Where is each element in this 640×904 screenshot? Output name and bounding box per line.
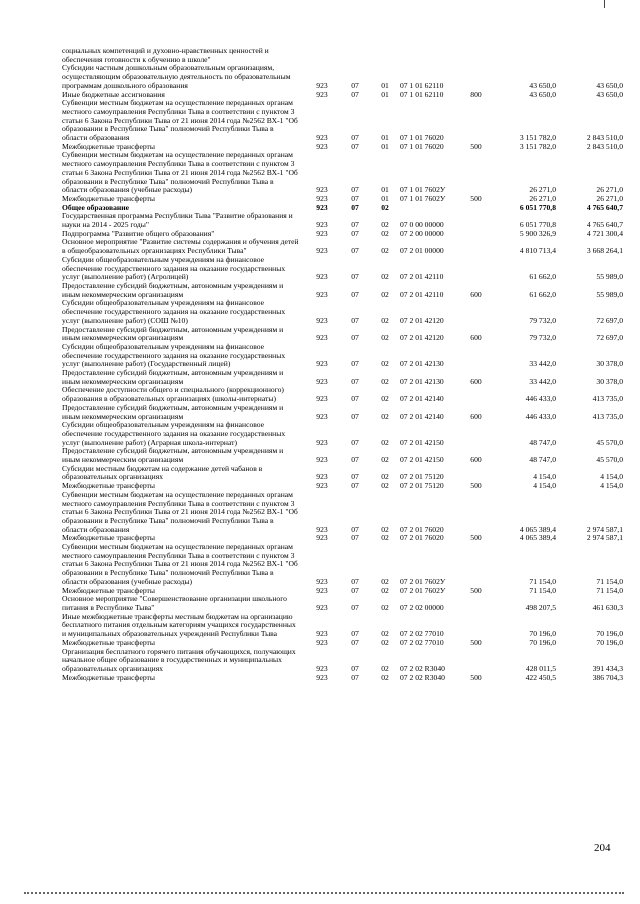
scan-mark bbox=[604, 0, 605, 8]
target-item-code: 07 2 02 77010 bbox=[400, 637, 444, 647]
expense-type-code bbox=[462, 343, 490, 369]
subsection-code: 02 bbox=[381, 629, 389, 639]
target-item-code: 07 2 01 42150 bbox=[400, 437, 444, 447]
table-row bbox=[62, 404, 623, 421]
target-item-code: 07 2 01 75120 bbox=[400, 481, 444, 491]
row-name: Субвенции местным бюджетам на осуществление переданных органам местного самоуправления Республики Тыва в соответствии с пунктом 3 статьи 6 Закона Республики Тыва от 21 июня 2014 года №2562 ВХ-1 "Об образовании в Республике Тыва" полномочий Республики Тыва в области образования (учебные расходы) bbox=[62, 150, 298, 195]
table-row bbox=[62, 543, 623, 587]
amount-year-1: 3 151 782,0 bbox=[519, 141, 556, 151]
ministry-code: 923 bbox=[316, 289, 328, 299]
amount-year-2: 461 630,3 bbox=[592, 603, 623, 612]
ministry-code: 923 bbox=[316, 437, 328, 447]
subsection-code: 01 bbox=[381, 141, 389, 151]
target-item-code: 07 2 02 R3040 bbox=[400, 663, 445, 673]
section-code: 07 bbox=[351, 672, 359, 682]
amount-year-1: 71 154,0 bbox=[529, 576, 556, 586]
table-row bbox=[62, 369, 623, 386]
expense-type-code: 500 bbox=[470, 533, 482, 543]
section-code: 07 bbox=[351, 202, 359, 212]
expense-type-code bbox=[462, 151, 490, 195]
amount-year-1: 26 271,0 bbox=[529, 193, 556, 203]
ministry-code: 923 bbox=[316, 394, 328, 404]
subsection-code bbox=[370, 47, 400, 64]
amount-year-2: 3 668 264,1 bbox=[586, 246, 623, 256]
target-item-code: 07 2 02 00000 bbox=[400, 603, 444, 612]
target-item-code: 07 2 01 75120 bbox=[400, 472, 444, 482]
section-code: 07 bbox=[351, 359, 359, 369]
expense-type-code bbox=[462, 595, 490, 612]
target-item-code: 07 2 02 77010 bbox=[400, 629, 444, 639]
section-code: 07 bbox=[351, 141, 359, 151]
amount-year-2: 72 697,0 bbox=[596, 333, 623, 343]
amount-year-2: 4 721 300,4 bbox=[586, 228, 623, 238]
amount-year-1: 498 207,5 bbox=[525, 603, 556, 612]
ministry-code: 923 bbox=[316, 133, 328, 143]
expense-type-code bbox=[462, 648, 490, 674]
row-name: Предоставление субсидий бюджетным, автономным учреждениям и иным некоммерческим организациям bbox=[62, 280, 284, 299]
row-name: Межбюджетные трансферты bbox=[62, 141, 155, 151]
ministry-code: 923 bbox=[316, 472, 328, 482]
table-row bbox=[62, 595, 623, 612]
subsection-code: 02 bbox=[381, 411, 389, 421]
target-item-code: 07 1 01 7602У bbox=[400, 193, 446, 203]
row-name: Межбюджетные трансферты bbox=[62, 672, 155, 682]
section-code: 07 bbox=[351, 376, 359, 386]
subsection-code: 02 bbox=[381, 472, 389, 482]
subsection-code: 02 bbox=[381, 533, 389, 543]
section-code: 07 bbox=[351, 246, 359, 256]
section-code: 07 bbox=[351, 228, 359, 238]
target-item-code: 07 2 01 42140 bbox=[400, 411, 444, 421]
ministry-code: 923 bbox=[316, 376, 328, 386]
table-row bbox=[62, 648, 623, 674]
subsection-code: 02 bbox=[381, 272, 389, 282]
row-name: Обеспечение доступности общего и специального (коррекционного) образования в образовательных организациях (школы-интернаты) bbox=[62, 385, 284, 404]
section-code: 07 bbox=[351, 629, 359, 639]
expense-type-code bbox=[462, 386, 490, 403]
section-code: 07 bbox=[351, 193, 359, 203]
amount-year-2: 391 434,3 bbox=[592, 663, 623, 673]
section-code: 07 bbox=[351, 437, 359, 447]
section-code: 07 bbox=[351, 455, 359, 465]
expense-type-code bbox=[462, 299, 490, 325]
row-name: Предоставление субсидий бюджетным, автономным учреждениям и иным некоммерческим организациям bbox=[62, 324, 284, 343]
ministry-code: 923 bbox=[316, 315, 328, 325]
row-name: Субвенции местным бюджетам на осуществление переданных органам местного самоуправления Республики Тыва в соответствии с пунктом 3 статьи 6 Закона Республики Тыва от 21 июня 2014 года №2562 ВХ-1 "Об образовании в Республике Тыва" полномочий Республики Тыва в области образования bbox=[62, 489, 298, 534]
row-name: Субсидии местным бюджетам на содержание детей чабанов в образовательных организациях bbox=[62, 463, 263, 482]
amount-year-1: 446 433,0 bbox=[525, 411, 556, 421]
subsection-code: 02 bbox=[381, 672, 389, 682]
section-code: 07 bbox=[351, 524, 359, 534]
amount-year-2: 45 570,0 bbox=[596, 455, 623, 465]
section-code: 07 bbox=[351, 603, 359, 612]
target-item-code: 07 2 01 42130 bbox=[400, 359, 444, 369]
row-name: Субсидии общеобразовательным учреждениям на финансовое обеспечение государственного задания на оказание государственных услуг (выполнение работ) (СОШ №10) bbox=[62, 298, 286, 325]
table-row bbox=[62, 447, 623, 464]
row-name: Основное мероприятие "Совершенствование организации школьного питания в Республике Тыва" bbox=[62, 594, 287, 612]
section-code: 07 bbox=[351, 315, 359, 325]
amount-year-1: 446 433,0 bbox=[525, 394, 556, 404]
target-item-code: 07 2 01 42120 bbox=[400, 333, 444, 343]
target-item-code: 07 2 01 42140 bbox=[400, 394, 444, 404]
section-code: 07 bbox=[351, 637, 359, 647]
target-item-code: 07 1 01 62110 bbox=[400, 80, 444, 90]
amount-year-2: 72 697,0 bbox=[596, 315, 623, 325]
table-row bbox=[62, 299, 623, 325]
expense-type-code: 500 bbox=[470, 193, 482, 203]
section-code bbox=[340, 47, 370, 64]
row-name: Субсидии общеобразовательным учреждениям на финансовое обеспечение государственного задания на оказание государственных услуг (выполнение работ) (Агролицей) bbox=[62, 254, 286, 282]
amount-year-1: 48 747,0 bbox=[529, 455, 556, 465]
target-item-code: 07 2 01 7602У bbox=[400, 585, 446, 595]
target-item-code: 07 1 01 7602У bbox=[400, 185, 446, 195]
amount-year-2: 30 378,0 bbox=[596, 359, 623, 369]
expense-type-code bbox=[462, 543, 490, 587]
subsection-code: 02 bbox=[381, 359, 389, 369]
ministry-code: 923 bbox=[316, 455, 328, 465]
amount-year-1: 61 662,0 bbox=[529, 289, 556, 299]
amount-year-1: 33 442,0 bbox=[529, 359, 556, 369]
ministry-code: 923 bbox=[316, 359, 328, 369]
ministry-code: 923 bbox=[316, 481, 328, 491]
amount-year-1 bbox=[490, 47, 556, 64]
expense-type-code bbox=[462, 230, 490, 239]
expense-type-code bbox=[462, 47, 490, 64]
subsection-code: 02 bbox=[381, 333, 389, 343]
row-name: Субсидии общеобразовательным учреждениям на финансовое обеспечение государственного задания на оказание государственных услуг (выполнение работ) (Аграрная школа-интернат) bbox=[62, 420, 286, 447]
table-row bbox=[62, 421, 623, 447]
row-name: Предоставление субсидий бюджетным, автономным учреждениям и иным некоммерческим организациям bbox=[62, 368, 284, 386]
amount-year-2: 30 378,0 bbox=[596, 376, 623, 386]
expense-type-code bbox=[462, 256, 490, 282]
amount-year-2: 4 154,0 bbox=[600, 472, 623, 482]
target-item-code: 07 2 01 42120 bbox=[400, 315, 444, 325]
expense-type-code bbox=[462, 64, 490, 90]
table-row bbox=[62, 151, 623, 195]
amount-year-1: 71 154,0 bbox=[529, 585, 556, 595]
target-item-code: 07 2 01 7602У bbox=[400, 576, 446, 586]
expense-type-code bbox=[462, 238, 490, 255]
ministry-code: 923 bbox=[316, 637, 328, 647]
row-name: Иные межбюджетные трансферты местным бюджетам на организацию бесплатного питания отдельным категориям учащихся государственных и муниципальных образовательных учреждений Республики Тыва bbox=[62, 611, 296, 639]
expense-type-code bbox=[462, 212, 490, 229]
subsection-code: 01 bbox=[381, 80, 389, 90]
section-code: 07 bbox=[351, 585, 359, 595]
section-code: 07 bbox=[351, 481, 359, 491]
section-code: 07 bbox=[351, 220, 359, 230]
expense-type-code: 500 bbox=[470, 481, 482, 491]
target-item-code: 07 2 01 42150 bbox=[400, 455, 444, 465]
target-item-code bbox=[400, 204, 462, 213]
expense-type-code bbox=[462, 99, 490, 143]
amount-year-1: 4 065 389,4 bbox=[519, 524, 556, 534]
amount-year-2: 71 154,0 bbox=[596, 585, 623, 595]
table-row bbox=[62, 282, 623, 299]
amount-year-1: 4 065 389,4 bbox=[519, 533, 556, 543]
expense-type-code: 500 bbox=[470, 585, 482, 595]
subsection-code: 02 bbox=[381, 576, 389, 586]
expense-type-code bbox=[462, 491, 490, 535]
table-row bbox=[62, 613, 623, 639]
target-item-code: 07 2 01 00000 bbox=[400, 246, 444, 256]
row-name: Субсидии общеобразовательным учреждениям на финансовое обеспечение государственного задания на оказание государственных услуг (выполнение работ) (Государственный лицей) bbox=[62, 341, 286, 369]
row-name: Предоставление субсидий бюджетным, автономным учреждениям и иным некоммерческим организациям bbox=[62, 446, 284, 465]
amount-year-1: 4 154,0 bbox=[533, 472, 556, 482]
amount-year-2 bbox=[556, 47, 623, 64]
amount-year-2: 71 154,0 bbox=[596, 576, 623, 586]
budget-table bbox=[62, 47, 623, 682]
amount-year-1: 79 732,0 bbox=[529, 315, 556, 325]
amount-year-2: 4 765 640,7 bbox=[586, 202, 623, 212]
amount-year-2: 43 650,0 bbox=[596, 80, 623, 90]
ministry-code: 923 bbox=[316, 585, 328, 595]
table-row bbox=[62, 212, 623, 229]
amount-year-1: 43 650,0 bbox=[529, 80, 556, 90]
row-name: Субсидии частным дошкольным образовательным организациям, осуществляющим образовательную деятельность по образовательным программам дошкольного образования bbox=[62, 63, 291, 90]
table-row bbox=[62, 64, 623, 90]
target-item-code: 07 1 01 76020 bbox=[400, 141, 444, 151]
section-code: 07 bbox=[351, 533, 359, 543]
table-row bbox=[62, 491, 623, 535]
target-item-code: 07 2 01 42110 bbox=[400, 289, 444, 299]
amount-year-1: 26 271,0 bbox=[529, 185, 556, 195]
section-code: 07 bbox=[351, 289, 359, 299]
amount-year-2: 26 271,0 bbox=[596, 193, 623, 203]
ministry-code: 923 bbox=[316, 228, 328, 238]
target-item-code: 07 1 01 76020 bbox=[400, 133, 444, 143]
ministry-code: 923 bbox=[316, 629, 328, 639]
expense-type-code bbox=[462, 613, 490, 639]
row-name: Государственная программа Республики Тыва "Развитие образования и науки на 2014 - 2025 годы" bbox=[62, 211, 293, 230]
expense-type-code bbox=[462, 465, 490, 482]
expense-type-code: 600 bbox=[470, 455, 482, 465]
ministry-code: 923 bbox=[316, 411, 328, 421]
table-row bbox=[62, 99, 623, 143]
subsection-code: 02 bbox=[381, 524, 389, 534]
amount-year-2: 2 843 510,0 bbox=[586, 141, 623, 151]
amount-year-1: 5 900 326,9 bbox=[519, 228, 556, 238]
expense-type-code: 600 bbox=[470, 376, 482, 386]
section-code: 07 bbox=[351, 576, 359, 586]
section-code: 07 bbox=[351, 411, 359, 421]
expense-type-code bbox=[462, 421, 490, 447]
table-row bbox=[62, 386, 623, 403]
target-item-code: 07 0 00 00000 bbox=[400, 220, 444, 230]
expense-type-code: 800 bbox=[470, 89, 482, 99]
amount-year-2: 55 989,0 bbox=[596, 289, 623, 299]
section-code: 07 bbox=[351, 80, 359, 90]
expense-type-code: 500 bbox=[470, 637, 482, 647]
amount-year-2: 2 974 587,1 bbox=[586, 524, 623, 534]
amount-year-2: 55 989,0 bbox=[596, 272, 623, 282]
section-code: 07 bbox=[351, 89, 359, 99]
ministry-code: 923 bbox=[316, 576, 328, 586]
subsection-code: 02 bbox=[381, 437, 389, 447]
ministry-code: 923 bbox=[316, 524, 328, 534]
amount-year-1: 43 650,0 bbox=[529, 89, 556, 99]
ministry-code: 923 bbox=[316, 89, 328, 99]
section-code: 07 bbox=[351, 663, 359, 673]
ministry-code: 923 bbox=[316, 193, 328, 203]
ministry-code: 923 bbox=[316, 80, 328, 90]
row-name: Субвенции местным бюджетам на осуществление переданных органам местного самоуправления Республики Тыва в соответствии с пунктом 3 статьи 6 Закона Республики Тыва от 21 июня 2014 года №2562 ВХ-1 "Об образовании в Республике Тыва" полномочий Республики Тыва в области образования (учебные расходы) bbox=[62, 542, 298, 586]
row-name: Субвенции местным бюджетам на осуществление переданных органам местного самоуправления Республики Тыва в соответствии с пунктом 3 статьи 6 Закона Республики Тыва от 21 июня 2014 года №2562 ВХ-1 "Об образовании в Республике Тыва" полномочий Республики Тыва в области образования bbox=[62, 98, 298, 143]
budget-table-body bbox=[62, 47, 623, 682]
amount-year-2: 43 650,0 bbox=[596, 89, 623, 99]
ministry-code: 923 bbox=[316, 246, 328, 256]
ministry-code: 923 bbox=[316, 603, 328, 612]
amount-year-2: 45 570,0 bbox=[596, 437, 623, 447]
section-code: 07 bbox=[351, 185, 359, 195]
target-item-code: 07 2 00 00000 bbox=[400, 228, 444, 238]
ministry-code: 923 bbox=[316, 141, 328, 151]
row-name: Межбюджетные трансферты bbox=[62, 193, 155, 203]
row-name: Основное мероприятие "Развитие системы содержания и обучения детей в общеобразовательных организациях Республики Тыва" bbox=[62, 237, 299, 256]
ministry-code: 923 bbox=[316, 663, 328, 673]
subsection-code: 02 bbox=[381, 603, 389, 612]
subsection-code: 02 bbox=[381, 376, 389, 386]
amount-year-2: 2 843 510,0 bbox=[586, 133, 623, 143]
amount-year-1: 48 747,0 bbox=[529, 437, 556, 447]
table-row bbox=[62, 238, 623, 255]
expense-type-code: 500 bbox=[470, 672, 482, 682]
amount-year-2: 4 154,0 bbox=[600, 481, 623, 491]
row-name: Иные бюджетные ассигнования bbox=[62, 89, 165, 99]
amount-year-2: 2 974 587,1 bbox=[586, 533, 623, 543]
target-item-code bbox=[400, 47, 462, 64]
subsection-code: 02 bbox=[381, 220, 389, 230]
target-item-code: 07 2 02 R3040 bbox=[400, 672, 445, 682]
ministry-code bbox=[304, 47, 340, 64]
row-name: Общее образование bbox=[62, 202, 130, 212]
amount-year-1: 70 196,0 bbox=[529, 637, 556, 647]
expense-type-code: 600 bbox=[470, 289, 482, 299]
amount-year-2: 413 735,0 bbox=[592, 394, 623, 404]
ministry-code: 923 bbox=[316, 333, 328, 343]
bottom-dotted-edge bbox=[24, 892, 624, 894]
subsection-code: 02 bbox=[381, 481, 389, 491]
amount-year-1: 4 154,0 bbox=[533, 481, 556, 491]
amount-year-1: 6 051 770,8 bbox=[519, 202, 556, 212]
expense-type-code: 500 bbox=[470, 141, 482, 151]
expense-type-code bbox=[462, 204, 490, 213]
subsection-code: 02 bbox=[381, 394, 389, 404]
ministry-code: 923 bbox=[316, 202, 328, 212]
subsection-code: 02 bbox=[381, 585, 389, 595]
subsection-code: 02 bbox=[381, 228, 389, 238]
target-item-code: 07 2 01 42110 bbox=[400, 272, 444, 282]
amount-year-1: 428 011,5 bbox=[525, 663, 556, 673]
amount-year-1: 70 196,0 bbox=[529, 629, 556, 639]
row-name: Межбюджетные трансферты bbox=[62, 533, 155, 543]
row-name: Организация бесплатного горячего питания обучающихся, получающих начальное общее образование в государственных и муниципальных образовательных организациях bbox=[62, 646, 296, 673]
row-name: Предоставление субсидий бюджетным, автономным учреждениям и иным некоммерческим организациям bbox=[62, 402, 284, 421]
section-code: 07 bbox=[351, 133, 359, 143]
table-row bbox=[62, 465, 623, 482]
amount-year-2: 386 704,3 bbox=[592, 672, 623, 682]
amount-year-1: 61 662,0 bbox=[529, 272, 556, 282]
amount-year-1: 4 810 713,4 bbox=[519, 246, 556, 256]
page-number: 204 bbox=[594, 842, 611, 854]
table-row bbox=[62, 343, 623, 369]
subsection-code: 02 bbox=[381, 246, 389, 256]
ministry-code: 923 bbox=[316, 272, 328, 282]
ministry-code: 923 bbox=[316, 672, 328, 682]
subsection-code: 01 bbox=[381, 89, 389, 99]
section-code: 07 bbox=[351, 333, 359, 343]
subsection-code: 01 bbox=[381, 193, 389, 203]
amount-year-1: 33 442,0 bbox=[529, 376, 556, 386]
row-name: Межбюджетные трансферты bbox=[62, 481, 155, 491]
row-name: социальных компетенций и духовно-нравственных ценностей и обеспечения готовности к обучению в школе" bbox=[62, 46, 269, 64]
ministry-code: 923 bbox=[316, 220, 328, 230]
subsection-code: 02 bbox=[381, 315, 389, 325]
amount-year-1: 422 450,5 bbox=[525, 672, 556, 682]
subsection-code: 02 bbox=[381, 663, 389, 673]
target-item-code: 07 1 01 62110 bbox=[400, 89, 444, 99]
target-item-code: 07 2 01 42130 bbox=[400, 376, 444, 386]
row-name: Подпрограмма "Развитие общего образования" bbox=[62, 228, 215, 238]
subsection-code: 02 bbox=[381, 202, 389, 212]
amount-year-1: 6 051 770,8 bbox=[519, 220, 556, 230]
target-item-code: 07 2 01 76020 bbox=[400, 533, 444, 543]
section-code: 07 bbox=[351, 272, 359, 282]
amount-year-1: 79 732,0 bbox=[529, 333, 556, 343]
expense-type-code: 600 bbox=[470, 411, 482, 421]
expense-type-code: 600 bbox=[470, 333, 482, 343]
subsection-code: 02 bbox=[381, 455, 389, 465]
section-code: 07 bbox=[351, 394, 359, 404]
amount-year-1: 3 151 782,0 bbox=[519, 133, 556, 143]
ministry-code: 923 bbox=[316, 533, 328, 543]
table-row bbox=[62, 674, 623, 683]
amount-year-2: 70 196,0 bbox=[596, 629, 623, 639]
amount-year-2: 70 196,0 bbox=[596, 637, 623, 647]
ministry-code: 923 bbox=[316, 185, 328, 195]
row-name: Межбюджетные трансферты bbox=[62, 637, 155, 647]
row-name: Межбюджетные трансферты bbox=[62, 585, 155, 595]
subsection-code: 02 bbox=[381, 289, 389, 299]
subsection-code: 01 bbox=[381, 185, 389, 195]
section-code: 07 bbox=[351, 472, 359, 482]
amount-year-2: 26 271,0 bbox=[596, 185, 623, 195]
table-row bbox=[62, 47, 623, 64]
amount-year-2: 4 765 640,7 bbox=[586, 220, 623, 230]
table-row bbox=[62, 256, 623, 282]
subsection-code: 01 bbox=[381, 133, 389, 143]
target-item-code: 07 2 01 76020 bbox=[400, 524, 444, 534]
subsection-code: 02 bbox=[381, 637, 389, 647]
amount-year-2: 413 735,0 bbox=[592, 411, 623, 421]
table-row bbox=[62, 326, 623, 343]
